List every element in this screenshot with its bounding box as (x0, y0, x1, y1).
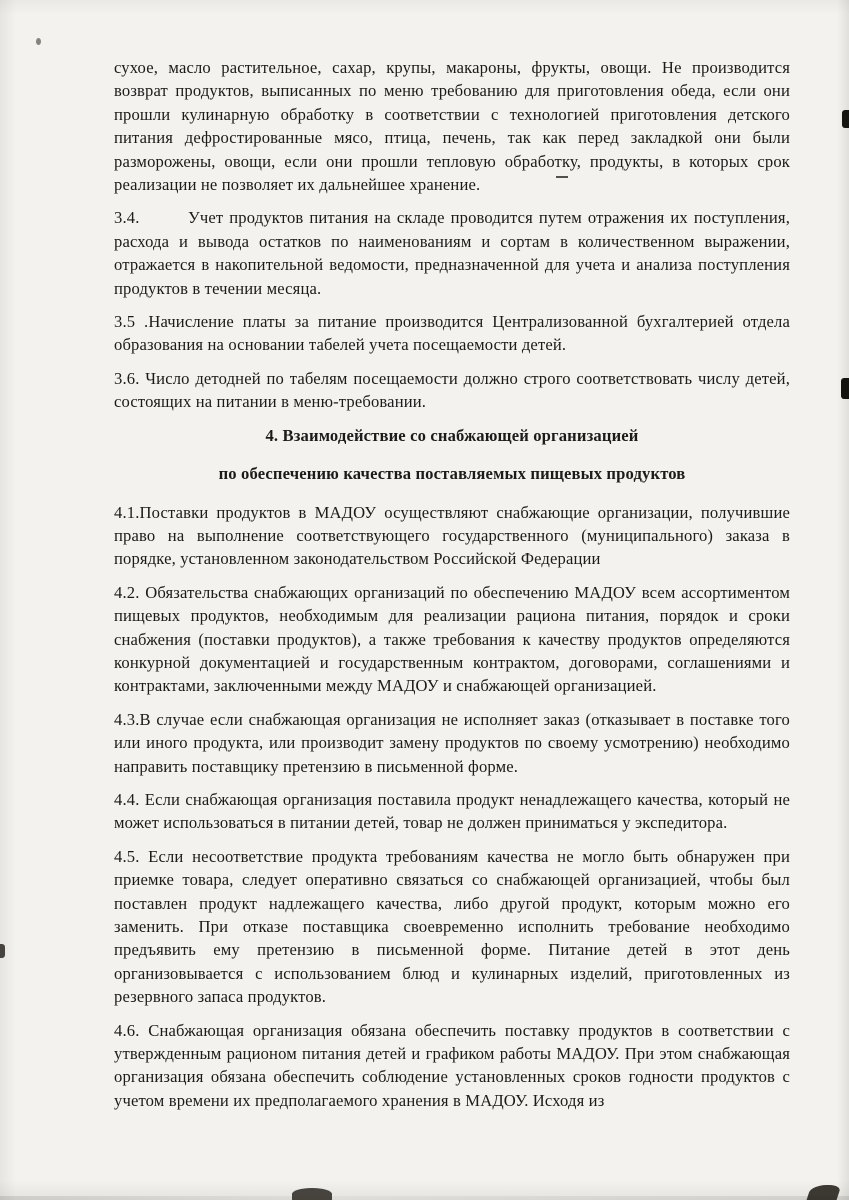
clause-4-3: 4.3.В случае если снабжающая организация не исполняет заказ (отказывает в поставке того или иного продукта, или производит замену продуктов по своему усмотрению) необходимо направить поставщику претензию в письменной форме. (114, 709, 790, 776)
scan-speck-top-left (36, 38, 41, 45)
clause-4-5: 4.5. Если несоответствие продукта требованиям качества не могло быть обнаружен при приемке товара, следует оперативно связаться со снабжающей организацией, чтобы был поставлен продукт надлежащего качества, либо другой продукт, которым можно его заменить. При отказе поставщика своевременно исполнить требование необходимо предъявить ему претензию в письменной форме. Питание детей в этот день организовывается с использованием блюд и кулинарных изделий, приготовленных из резервного запаса продуктов. (114, 846, 790, 1007)
scan-mark-right-mid (841, 378, 849, 399)
clause-3-5: 3.5 .Начисление платы за питание производится Централизованной бухгалтерией отдела образования на основании табелей учета посещаемости детей. (114, 312, 790, 355)
clause-4-1: 4.1.Поставки продуктов в МАДОУ осуществляют снабжающие организации, получившие право на выполнение соответствующего государственного (муниципального) заказа в порядке, установленном законодательством Российской Федерации (114, 502, 790, 569)
scan-smudge-bottom-center (292, 1188, 332, 1200)
clause-4-4: 4.4. Если снабжающая организация поставила продукт ненадлежащего качества, который не может использоваться в питании детей, товар не должен приниматься у экспедитора. (114, 789, 790, 833)
scan-mark-bottom-right (807, 1185, 842, 1200)
clause-3-4 (114, 206, 790, 300)
clause-4-6: 4.6. Снабжающая организация обязана обеспечить поставку продуктов в соответствии с утвержденным рационом питания детей и графиком работы МАДОУ. При этом снабжающая организация обязана обеспечить соблюдение установленных сроков годности продуктов с учетом времени их предполагаемого хранения в МАДОУ. Исходя из (114, 1020, 790, 1110)
clause-3-4-text: Учет продуктов питания на складе проводится путем отражения их поступления, расхода и вывода остатков по наименованиям и сортам в количественном выражении, отражается в накопительной ведомости, предназначенной для учета и анализа поступления продуктов в течении месяца. (114, 208, 790, 298)
clause-3-4-number: 3.4. (114, 208, 140, 228)
paragraph-continuation: сухое, масло растительное, сахар, крупы, макароны, фрукты, овощи. Не производится возврат продуктов, выписанных по меню требованию для приготовления обеда, если они прошли кулинарную обработку в соответствии с технологией приготовления детского питания дефростированные мясо, птица, печень, так как перед закладкой они были разморожены, овощи, если они прошли тепловую обработку, продукты, в которых срок реализации не позволяет их дальнейшее хранение. (114, 58, 790, 195)
clause-3-6: 3.6. Число детодней по табелям посещаемости должно строго соответствовать числу детей, состоящих на питании в меню-требовании. (114, 368, 790, 412)
clause-4-2: 4.2. Обязательства снабжающих организаций по обеспечению МАДОУ всем ассортиментом пищевых продуктов, необходимым для реализации рациона питания, порядок и сроки снабжения (поставки продуктов), а также требования к качеству продуктов определяются конкурной документацией и государственным контрактом, договорами, соглашениями и контрактами, заключенными между МАДОУ и снабжающей организацией. (114, 582, 790, 696)
section-4-heading-line2: по обеспечению качества поставляемых пищевых продуктов (218, 464, 686, 484)
scan-mark-right-upper (842, 110, 849, 128)
scan-bottom-edge-shadow (0, 1196, 849, 1200)
scan-mark-left-lower (0, 944, 5, 958)
section-4-heading-line1: 4. Взаимодействие со снабжающей организацией (265, 425, 639, 445)
document-content (114, 56, 790, 1122)
